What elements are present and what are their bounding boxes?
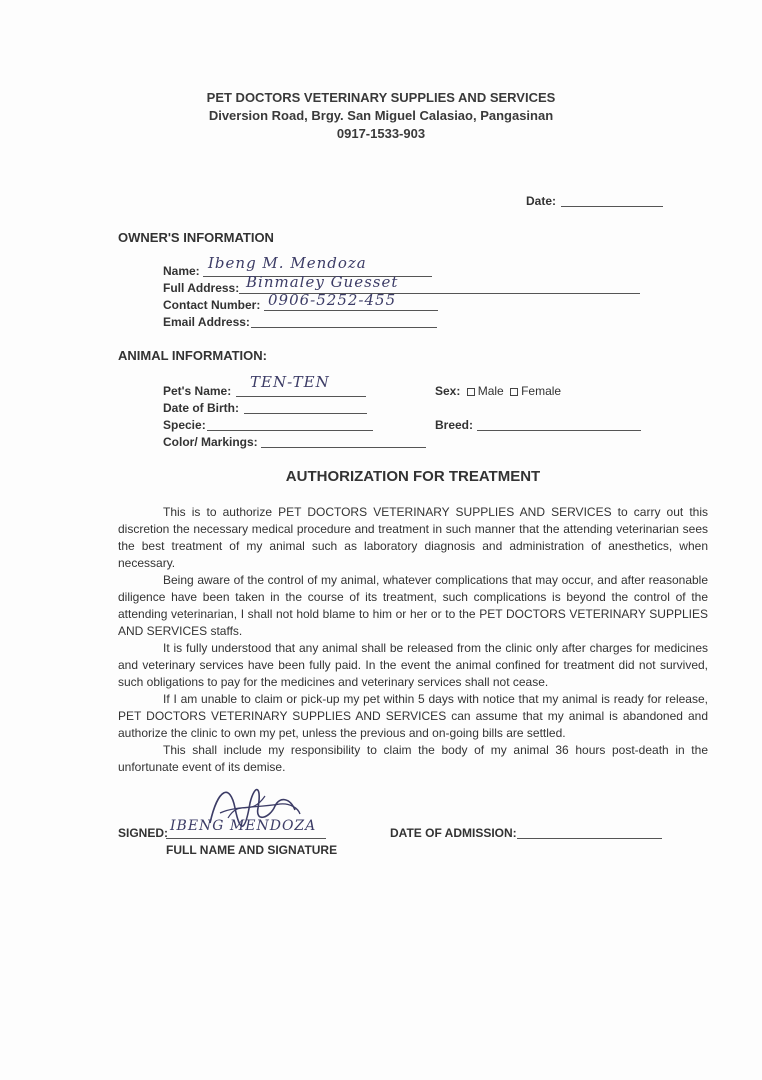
color-field[interactable] xyxy=(261,447,426,448)
signature-caption: FULL NAME AND SIGNATURE xyxy=(166,843,338,857)
email-label: Email Address: xyxy=(163,315,250,329)
contact-field[interactable] xyxy=(264,310,438,311)
dob-label: Date of Birth: xyxy=(163,401,239,415)
paragraph-3: It is fully understood that any animal shall be released from the clinic only after charges for medicines and veterinary services have been fully paid. In the event the animal confined for treatment did not survived, such obligations to pay for the medicines and veterinary services shall not cease. xyxy=(118,641,708,689)
company-phone: 0917-1533-903 xyxy=(336,126,426,141)
female-checkbox[interactable] xyxy=(510,388,518,396)
admission-label: DATE OF ADMISSION: xyxy=(390,826,517,840)
specie-field[interactable] xyxy=(207,430,373,431)
authorization-body xyxy=(118,504,708,776)
pet-name-label: Pet's Name: xyxy=(163,384,232,398)
paragraph-5: This shall include my responsibility to claim the body of my animal 36 hours post-death in the unfortunate event of its demise. xyxy=(118,743,708,774)
dob-field[interactable] xyxy=(244,413,367,414)
sex-row xyxy=(435,384,561,398)
paragraph-1: This is to authorize PET DOCTORS VETERINARY SUPPLIES AND SERVICES to carry out this discretion the necessary medical procedure and treatment in such manner that the attending veterinarian sees the best treatment of my animal such as laboratory diagnosis and administration of anesthetics, when necessary. xyxy=(118,505,708,570)
email-field[interactable] xyxy=(251,327,437,328)
date-label: Date: xyxy=(526,194,557,208)
owner-heading: OWNER'S INFORMATION xyxy=(118,230,274,245)
male-checkbox[interactable] xyxy=(467,388,475,396)
name-label: Name: xyxy=(163,264,200,278)
admission-date-field[interactable] xyxy=(517,838,662,839)
authorization-title: AUTHORIZATION FOR TREATMENT xyxy=(285,468,541,485)
male-option-label: Male xyxy=(477,384,504,398)
breed-label: Breed: xyxy=(435,418,474,432)
specie-label: Specie: xyxy=(163,418,206,432)
paragraph-4: If I am unable to claim or pick-up my pet within 5 days with notice that my animal is ready for release, PET DOCTORS VETERINARY SUPPLIES AND SERVICES can assume that my animal is abandoned and authorize the clinic to own my pet, unless the previous and on-going bills are settled. xyxy=(118,692,708,740)
company-name: PET DOCTORS VETERINARY SUPPLIES AND SERVICES xyxy=(206,90,556,105)
color-label: Color/ Markings: xyxy=(163,435,258,449)
address-label: Full Address: xyxy=(163,281,240,295)
breed-field[interactable] xyxy=(477,430,641,431)
signature-field[interactable] xyxy=(166,838,326,839)
pet-name-field[interactable] xyxy=(236,396,366,397)
contact-handwritten: 0906-5252-455 xyxy=(268,291,397,309)
signed-label: SIGNED: xyxy=(118,826,169,840)
paragraph-2: Being aware of the control of my animal, whatever complications that may occur, and after reasonable diligence have been taken in the course of its treatment, such complications is beyond the control of the attending veterinarian, I shall not hold blame to him or her or to the PET DOCTORS VETERINARY SUPPLIES AND SERVICES staffs. xyxy=(118,573,708,638)
name-handwritten: Ibeng M. Mendoza xyxy=(208,254,367,272)
sex-label: Sex: xyxy=(435,384,461,398)
contact-label: Contact Number: xyxy=(163,298,261,312)
date-field[interactable] xyxy=(561,206,663,207)
pet-name-handwritten: TEN-TEN xyxy=(250,373,330,391)
signed-name-handwritten: IBENG MENDOZA xyxy=(170,818,317,834)
animal-heading: ANIMAL INFORMATION: xyxy=(118,348,267,363)
female-option-label: Female xyxy=(521,384,562,398)
company-address: Diversion Road, Brgy. San Miguel Calasiao, Pangasinan xyxy=(208,108,554,123)
address-handwritten: Binmaley Guesset xyxy=(246,273,399,291)
